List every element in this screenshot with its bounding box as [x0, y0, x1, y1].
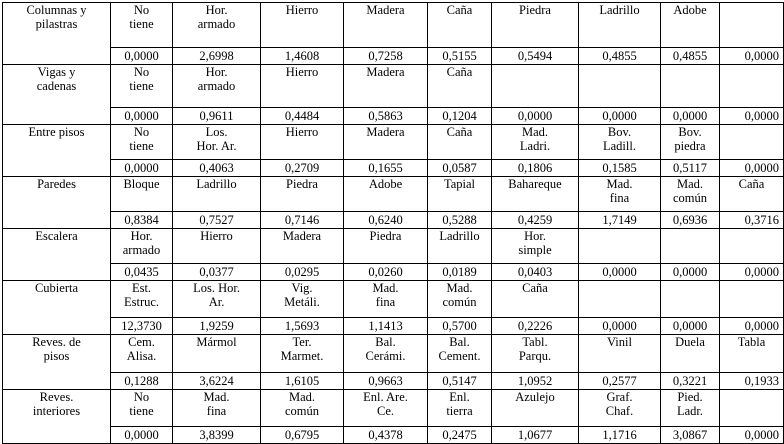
material-label: Est. — [131, 281, 152, 295]
category-label: Vigas y — [37, 65, 76, 79]
material-label-cell — [261, 65, 344, 108]
material-label: Piedra — [519, 3, 551, 17]
coefficient-value: 0,0000 — [492, 108, 579, 125]
coefficient-value: 0,0000 — [111, 108, 173, 125]
label-row — [3, 177, 784, 212]
material-label: Hierro — [200, 229, 233, 243]
coefficient-value: 0,0000 — [661, 264, 720, 281]
coefficient-value: 0,4855 — [579, 48, 661, 65]
coefficient-value: 3,6224 — [173, 373, 261, 390]
coefficient-value: 0,5288 — [428, 212, 492, 229]
material-label: Ladrillo — [439, 229, 480, 243]
material-label: Marmet. — [280, 349, 324, 363]
coefficient-value: 1,4608 — [261, 48, 344, 65]
material-label: Caña — [446, 3, 473, 17]
material-label-cell — [111, 65, 173, 108]
material-label: Chaf. — [605, 404, 634, 418]
material-label: Piedra — [286, 177, 318, 191]
material-label-cell — [111, 390, 173, 427]
label-row — [3, 65, 784, 108]
material-label: Cem. — [128, 335, 155, 349]
value-row — [3, 264, 784, 281]
coefficient-value: 0,5494 — [492, 48, 579, 65]
material-label: Azulejo — [515, 390, 555, 404]
coefficient-value: 0,2577 — [579, 373, 661, 390]
material-label-cell — [173, 335, 261, 373]
coefficient-value: 0,0295 — [261, 264, 344, 281]
coefficient-value: 1,0677 — [492, 427, 579, 444]
material-label-cell — [111, 335, 173, 373]
coefficients-table — [2, 2, 784, 444]
material-label-cell — [428, 335, 492, 373]
material-label-cell — [344, 229, 428, 264]
material-label-cell — [579, 335, 661, 373]
coefficient-value: 0,0403 — [492, 264, 579, 281]
material-label: Hor. — [205, 65, 228, 79]
coefficient-value: 0,0000 — [111, 48, 173, 65]
material-label-cell — [492, 3, 579, 48]
material-label: Ladrillo — [196, 177, 237, 191]
material-label: fina — [375, 295, 396, 309]
material-label: fina — [206, 404, 227, 418]
material-label: Hierro — [285, 65, 319, 79]
material-label: Tabl. — [522, 335, 548, 349]
coefficient-value: 0,1655 — [344, 160, 428, 177]
category-label: Cubierta — [34, 281, 79, 295]
category-cell — [3, 390, 111, 444]
category-cell — [3, 65, 111, 125]
material-label: Tabla — [737, 335, 766, 349]
value-row — [3, 48, 784, 65]
material-label-cell — [661, 177, 720, 212]
material-label: Hierro — [285, 3, 319, 17]
coefficient-value: 0,2475 — [428, 427, 492, 444]
coefficient-value: 0,5863 — [344, 108, 428, 125]
empty-cell — [720, 281, 784, 318]
material-label: Hierro — [285, 125, 319, 139]
coefficient-value: 1,9259 — [173, 318, 261, 335]
coefficient-value: 0,2226 — [492, 318, 579, 335]
material-label-cell — [428, 390, 492, 427]
material-label: Vig. — [291, 281, 313, 295]
material-label: Adobe — [673, 3, 707, 17]
coefficient-value: 1,7149 — [579, 212, 661, 229]
coefficient-value: 0,0000 — [720, 427, 784, 444]
material-label-cell — [720, 335, 784, 373]
material-label: Hor. Ar. — [196, 139, 237, 153]
coefficient-value: 0,4378 — [344, 427, 428, 444]
material-label-cell — [261, 3, 344, 48]
category-label: pilastras — [35, 17, 78, 31]
material-label-cell — [111, 229, 173, 264]
coefficient-value: 0,7527 — [173, 212, 261, 229]
coefficient-value: 0,5147 — [428, 373, 492, 390]
material-label-cell — [661, 390, 720, 427]
category-cell — [3, 335, 111, 390]
value-row — [3, 108, 784, 125]
coefficient-value: 0,4259 — [492, 212, 579, 229]
label-row — [3, 125, 784, 160]
coefficient-value: 0,0000 — [720, 160, 784, 177]
coefficient-value: 0,0000 — [720, 264, 784, 281]
material-label: Bal. — [375, 335, 396, 349]
material-label: Mad. — [676, 177, 704, 191]
material-label: tiene — [129, 404, 154, 418]
category-cell — [3, 229, 111, 281]
value-row — [3, 318, 784, 335]
coefficient-value: 0,0000 — [720, 108, 784, 125]
material-label: Piedra — [369, 229, 402, 243]
material-label: Cement. — [438, 349, 481, 363]
material-label-cell — [261, 125, 344, 160]
material-label: Pied. — [677, 390, 703, 404]
material-label: Madera — [366, 65, 405, 79]
material-label: Ladrillo — [599, 3, 640, 17]
material-label-cell — [173, 281, 261, 318]
material-label-cell — [492, 390, 579, 427]
coefficient-value: 0,1585 — [579, 160, 661, 177]
material-label-cell — [261, 335, 344, 373]
material-label-cell — [344, 65, 428, 108]
coefficient-value: 0,9663 — [344, 373, 428, 390]
coefficient-value: 0,3716 — [720, 212, 784, 229]
coefficient-value: 0,4484 — [261, 108, 344, 125]
coefficient-value: 0,0377 — [173, 264, 261, 281]
material-label: tierra — [446, 404, 473, 418]
coefficient-value: 0,0189 — [428, 264, 492, 281]
empty-cell — [661, 229, 720, 264]
material-label: Madera — [366, 125, 405, 139]
material-label-cell — [428, 65, 492, 108]
coefficient-value: 0,0000 — [111, 160, 173, 177]
material-label-cell — [661, 335, 720, 373]
material-label: Cerámi. — [365, 349, 406, 363]
material-label: Ce. — [376, 404, 394, 418]
coefficient-value: 0,0260 — [344, 264, 428, 281]
material-label-cell — [492, 177, 579, 212]
material-label-cell — [344, 177, 428, 212]
material-label: Mármol — [196, 335, 237, 349]
category-label: pisos — [43, 349, 70, 363]
material-label-cell — [428, 281, 492, 318]
empty-cell — [720, 390, 784, 427]
material-label: Ter. — [292, 335, 312, 349]
material-label: No — [133, 125, 150, 139]
material-label-cell — [111, 3, 173, 48]
material-label: No — [133, 390, 150, 404]
label-row — [3, 3, 784, 48]
coefficient-value: 1,0952 — [492, 373, 579, 390]
material-label-cell — [428, 177, 492, 212]
material-label-cell — [720, 177, 784, 212]
material-label-cell — [344, 3, 428, 48]
material-label-cell — [344, 335, 428, 373]
category-label: Reves. — [39, 390, 74, 404]
material-label: Adobe — [368, 177, 403, 191]
value-row — [3, 427, 784, 444]
coefficient-value: 0,0000 — [579, 108, 661, 125]
material-label: Ladri. — [519, 139, 551, 153]
category-cell — [3, 177, 111, 229]
coefficient-value: 1,1413 — [344, 318, 428, 335]
material-label-cell — [173, 3, 261, 48]
material-label: tiene — [129, 139, 154, 153]
material-label: Caña — [522, 281, 548, 295]
material-label-cell — [428, 125, 492, 160]
material-label-cell — [661, 125, 720, 160]
empty-cell — [720, 125, 784, 160]
coefficient-value: 0,5155 — [428, 48, 492, 65]
coefficient-value: 0,1204 — [428, 108, 492, 125]
table-body — [3, 3, 784, 444]
material-label: Madera — [366, 3, 405, 17]
material-label: tiene — [129, 79, 154, 93]
material-label-cell — [261, 390, 344, 427]
material-label-cell — [492, 335, 579, 373]
empty-cell — [720, 65, 784, 108]
material-label: Ar. — [208, 295, 225, 309]
coefficient-value: 0,8384 — [111, 212, 173, 229]
coefficient-value: 0,0000 — [579, 318, 661, 335]
coefficient-value: 0,0000 — [111, 427, 173, 444]
material-label-cell — [173, 177, 261, 212]
material-label-cell — [492, 229, 579, 264]
empty-cell — [579, 281, 661, 318]
material-label-cell — [579, 177, 661, 212]
material-label: fina — [609, 191, 630, 205]
material-label: Vinil — [607, 335, 632, 349]
material-label: Bov. — [678, 125, 702, 139]
material-label-cell — [579, 125, 661, 160]
coefficient-value: 2,6998 — [173, 48, 261, 65]
coefficient-value: 0,6240 — [344, 212, 428, 229]
value-row — [3, 373, 784, 390]
material-label-cell — [344, 125, 428, 160]
coefficient-value: 0,0587 — [428, 160, 492, 177]
material-label: Metáli. — [284, 295, 320, 309]
material-label-cell — [492, 281, 579, 318]
material-label: Enl. Are. — [363, 390, 408, 404]
material-label: Los. Hor. — [193, 281, 240, 295]
material-label: Mad. — [606, 177, 633, 191]
material-label: Bov. — [607, 125, 632, 139]
coefficient-value: 0,6936 — [661, 212, 720, 229]
coefficient-value: 0,0000 — [579, 264, 661, 281]
coefficient-value: 0,5700 — [428, 318, 492, 335]
coefficient-value: 0,7146 — [261, 212, 344, 229]
material-label: Caña — [446, 65, 473, 79]
coefficient-value: 0,2709 — [261, 160, 344, 177]
material-label: Mad. — [446, 281, 473, 295]
material-label: común — [442, 295, 477, 309]
label-row — [3, 281, 784, 318]
coefficient-value: 0,0000 — [720, 48, 784, 65]
coefficient-value: 0,6795 — [261, 427, 344, 444]
material-label-cell — [261, 177, 344, 212]
label-row — [3, 335, 784, 373]
material-label-cell — [111, 281, 173, 318]
material-label: Ladr. — [676, 404, 704, 418]
coefficient-value: 0,0000 — [720, 318, 784, 335]
material-label: Bahareque — [508, 177, 562, 191]
material-label: Hor. — [130, 229, 153, 243]
empty-cell — [720, 3, 784, 48]
material-label: armado — [197, 17, 236, 31]
material-label-cell — [428, 3, 492, 48]
empty-cell — [661, 281, 720, 318]
material-label-cell — [173, 65, 261, 108]
label-row — [3, 390, 784, 427]
material-label-cell — [111, 125, 173, 160]
label-row — [3, 229, 784, 264]
category-label: Entre pisos — [28, 125, 85, 139]
empty-cell — [492, 65, 579, 108]
category-label: Reves. de — [32, 335, 81, 349]
coefficient-value: 0,9611 — [173, 108, 261, 125]
coefficient-value: 3,8399 — [173, 427, 261, 444]
material-label: Caña — [446, 125, 473, 139]
category-label: Columnas y — [26, 3, 87, 17]
coefficient-value: 1,6105 — [261, 373, 344, 390]
material-label: piedra — [674, 139, 706, 153]
coefficient-value: 0,7258 — [344, 48, 428, 65]
material-label-cell — [428, 229, 492, 264]
empty-cell — [579, 229, 661, 264]
material-label: Bal. — [449, 335, 470, 349]
category-label: interiores — [32, 404, 81, 418]
material-label: Estruc. — [123, 295, 160, 309]
material-label-cell — [261, 281, 344, 318]
material-label: común — [284, 404, 320, 418]
value-row — [3, 212, 784, 229]
category-label: cadenas — [36, 79, 77, 93]
material-label-cell — [173, 229, 261, 264]
material-label-cell — [173, 125, 261, 160]
material-label: Madera — [282, 229, 322, 243]
material-label-cell — [261, 229, 344, 264]
coefficient-value: 0,5117 — [661, 160, 720, 177]
material-label-cell — [344, 281, 428, 318]
coefficient-value: 12,3730 — [111, 318, 173, 335]
material-label: Tapial — [443, 177, 476, 191]
material-label: Caña — [738, 177, 765, 191]
material-label: Alisa. — [126, 349, 157, 363]
coefficient-value: 0,0000 — [661, 108, 720, 125]
coefficient-value: 1,1716 — [579, 427, 661, 444]
material-label: Ladill. — [603, 139, 636, 153]
material-label-cell — [579, 3, 661, 48]
material-label-cell — [661, 3, 720, 48]
material-label: Bloque — [123, 177, 160, 191]
empty-cell — [579, 65, 661, 108]
material-label: Mad. — [288, 390, 316, 404]
material-label: Mad. — [203, 390, 230, 404]
coefficient-value: 0,0000 — [661, 318, 720, 335]
coefficient-value: 0,1806 — [492, 160, 579, 177]
coefficient-value: 0,4855 — [661, 48, 720, 65]
material-label: No — [133, 3, 150, 17]
material-label: Duela — [675, 335, 705, 349]
coefficient-value: 0,4063 — [173, 160, 261, 177]
material-label: tiene — [129, 17, 154, 31]
category-label: Paredes — [37, 177, 76, 191]
material-label: Enl. — [449, 390, 470, 404]
material-label: armado — [122, 243, 161, 257]
material-label-cell — [173, 390, 261, 427]
empty-cell — [720, 229, 784, 264]
category-cell — [3, 3, 111, 65]
material-label: Mad. — [521, 125, 549, 139]
material-label: Hor. — [205, 3, 228, 17]
material-label: común — [672, 191, 708, 205]
empty-cell — [661, 65, 720, 108]
coefficient-value: 1,5693 — [261, 318, 344, 335]
coefficient-value: 0,1288 — [111, 373, 173, 390]
material-label: Graf. — [606, 390, 633, 404]
value-row — [3, 160, 784, 177]
material-label: Parqu. — [518, 349, 552, 363]
material-label-cell — [579, 390, 661, 427]
category-cell — [3, 281, 111, 335]
material-label-cell — [492, 125, 579, 160]
category-label: Escalera — [35, 229, 78, 243]
material-label: armado — [197, 79, 236, 93]
material-label: No — [133, 65, 150, 79]
material-label-cell — [344, 390, 428, 427]
coefficient-value: 0,3221 — [661, 373, 720, 390]
material-label: Hor. — [524, 229, 546, 243]
material-label: Los. — [205, 125, 228, 139]
material-label: simple — [518, 243, 552, 257]
material-label-cell — [111, 177, 173, 212]
category-cell — [3, 125, 111, 177]
coefficient-value: 0,0435 — [111, 264, 173, 281]
coefficient-value: 0,1933 — [720, 373, 784, 390]
material-label: Mad. — [372, 281, 399, 295]
coefficient-value: 3,0867 — [661, 427, 720, 444]
